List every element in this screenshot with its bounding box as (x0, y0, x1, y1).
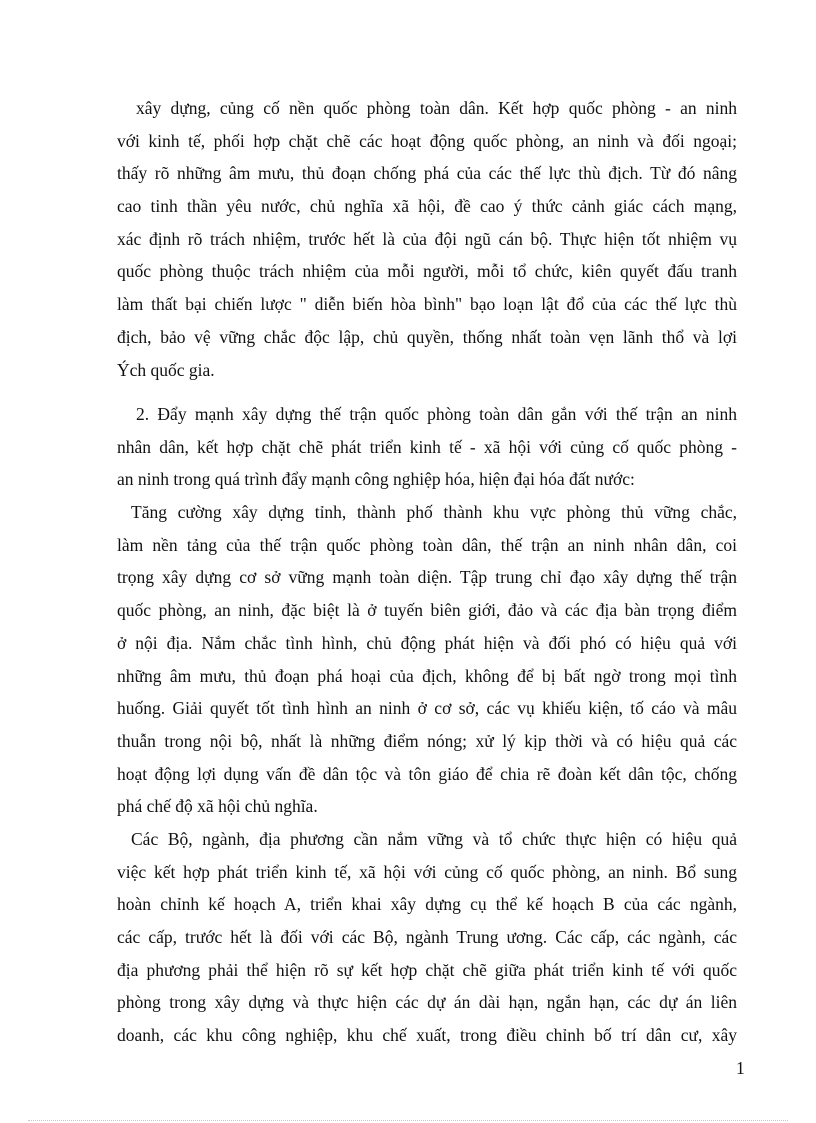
page-bottom-rule (28, 1120, 788, 1121)
page-number: 1 (736, 1058, 745, 1078)
text-line: ở nội địa. Nắm chắc tình hình, chủ động phát hiện và đối phó có hiệu quả với (117, 632, 737, 653)
text-line: Các Bộ, ngành, địa phương cần nắm vững và tổ chức thực hiện có hiệu quả (131, 828, 737, 849)
paragraph-continuation (117, 92, 737, 386)
text-line: làm nền tảng của thế trận quốc phòng toàn dân, thế trận an ninh nhân dân, coi (117, 534, 737, 555)
text-line: trọng xây dựng cơ sở vững mạnh toàn diện. Tập trung chỉ đạo xây dựng thế trận (117, 567, 737, 588)
text-line: xây dựng, củng cố nền quốc phòng toàn dân. Kết hợp quốc phòng - an ninh (136, 98, 737, 118)
text-line: làm thất bại chiến lược " diễn biến hòa bình" bạo loạn lật đổ của các thế lực thù (117, 294, 737, 315)
text-line: địch, bảo vệ vững chắc độc lập, chủ quyền, thống nhất toàn vẹn lãnh thổ và lợi (117, 326, 737, 347)
text-line: doanh, các khu công nghiệp, khu chế xuất, trong điều chỉnh bố trí dân cư, xây (117, 1025, 737, 1046)
text-line: các cấp, trước hết là đối với các Bộ, ngành Trung ương. Các cấp, các ngành, các (117, 927, 737, 947)
text-line: huống. Giải quyết tốt tình hình an ninh ở cơ sở, các vụ khiếu kiện, tố cáo và mâu (117, 698, 737, 719)
text-line: phá chế độ xã hội chủ nghĩa. (117, 796, 318, 817)
text-line: cao tinh thần yêu nước, chủ nghĩa xã hội, đề cao ý thức cảnh giác cách mạng, (117, 196, 737, 217)
text-line: Ých quốc gia. (117, 359, 215, 380)
text-line: quốc phòng thuộc trách nhiệm của mỗi người, mỗi tổ chức, kiên quyết đấu tranh (117, 261, 737, 282)
text-line: quốc phòng, an ninh, đặc biệt là ở tuyến biên giới, đảo và các địa bàn trọng điểm (117, 600, 737, 621)
text-line: việc kết hợp phát triển kinh tế, xã hội với củng cố quốc phòng, an ninh. Bổ sung (117, 861, 737, 882)
text-line: Tăng cường xây dựng tỉnh, thành phố thành khu vực phòng thủ vững chắc, (131, 502, 737, 523)
text-line: thấy rõ những âm mưu, thủ đoạn chống phá của các thế lực thù địch. Từ đó nâng (117, 163, 737, 184)
section-heading-line: nhân dân, kết hợp chặt chẽ phát triển kinh tế - xã hội với củng cố quốc phòng - (117, 436, 737, 457)
text-line: những âm mưu, thủ đoạn phá hoại của địch, không để bị bất ngờ trong mọi tình (117, 665, 737, 686)
text-line: thuẫn trong nội bộ, nhất là những điểm nóng; xử lý kịp thời và có hiệu quả các (117, 730, 737, 751)
text-line: với kinh tế, phối hợp chặt chẽ các hoạt động quốc phòng, an ninh và đối ngoại; (117, 130, 737, 151)
text-line: hoạt động lợi dụng vấn đề dân tộc và tôn giáo để chia rẽ đoàn kết dân tộc, chống (117, 763, 737, 784)
text-line: địa phương phải thể hiện rõ sự kết hợp chặt chẽ giữa phát triển kinh tế với quốc (117, 959, 737, 980)
section-heading-line: an ninh trong quá trình đẩy mạnh công nghiệp hóa, hiện đại hóa đất nước: (117, 469, 635, 490)
text-line: hoàn chỉnh kế hoạch A, triển khai xây dựng cụ thể kế hoạch B của các ngành, (117, 894, 737, 915)
section-heading-line: 2. Đẩy mạnh xây dựng thế trận quốc phòng toàn dân gắn với thế trận an ninh (136, 404, 737, 424)
section-2 (117, 398, 737, 1052)
text-line: xác định rõ trách nhiệm, trước hết là của đội ngũ cán bộ. Thực hiện tốt nhiệm vụ (117, 228, 737, 249)
text-line: phòng trong xây dựng và thực hiện các dự án dài hạn, ngắn hạn, các dự án liên (117, 992, 737, 1013)
